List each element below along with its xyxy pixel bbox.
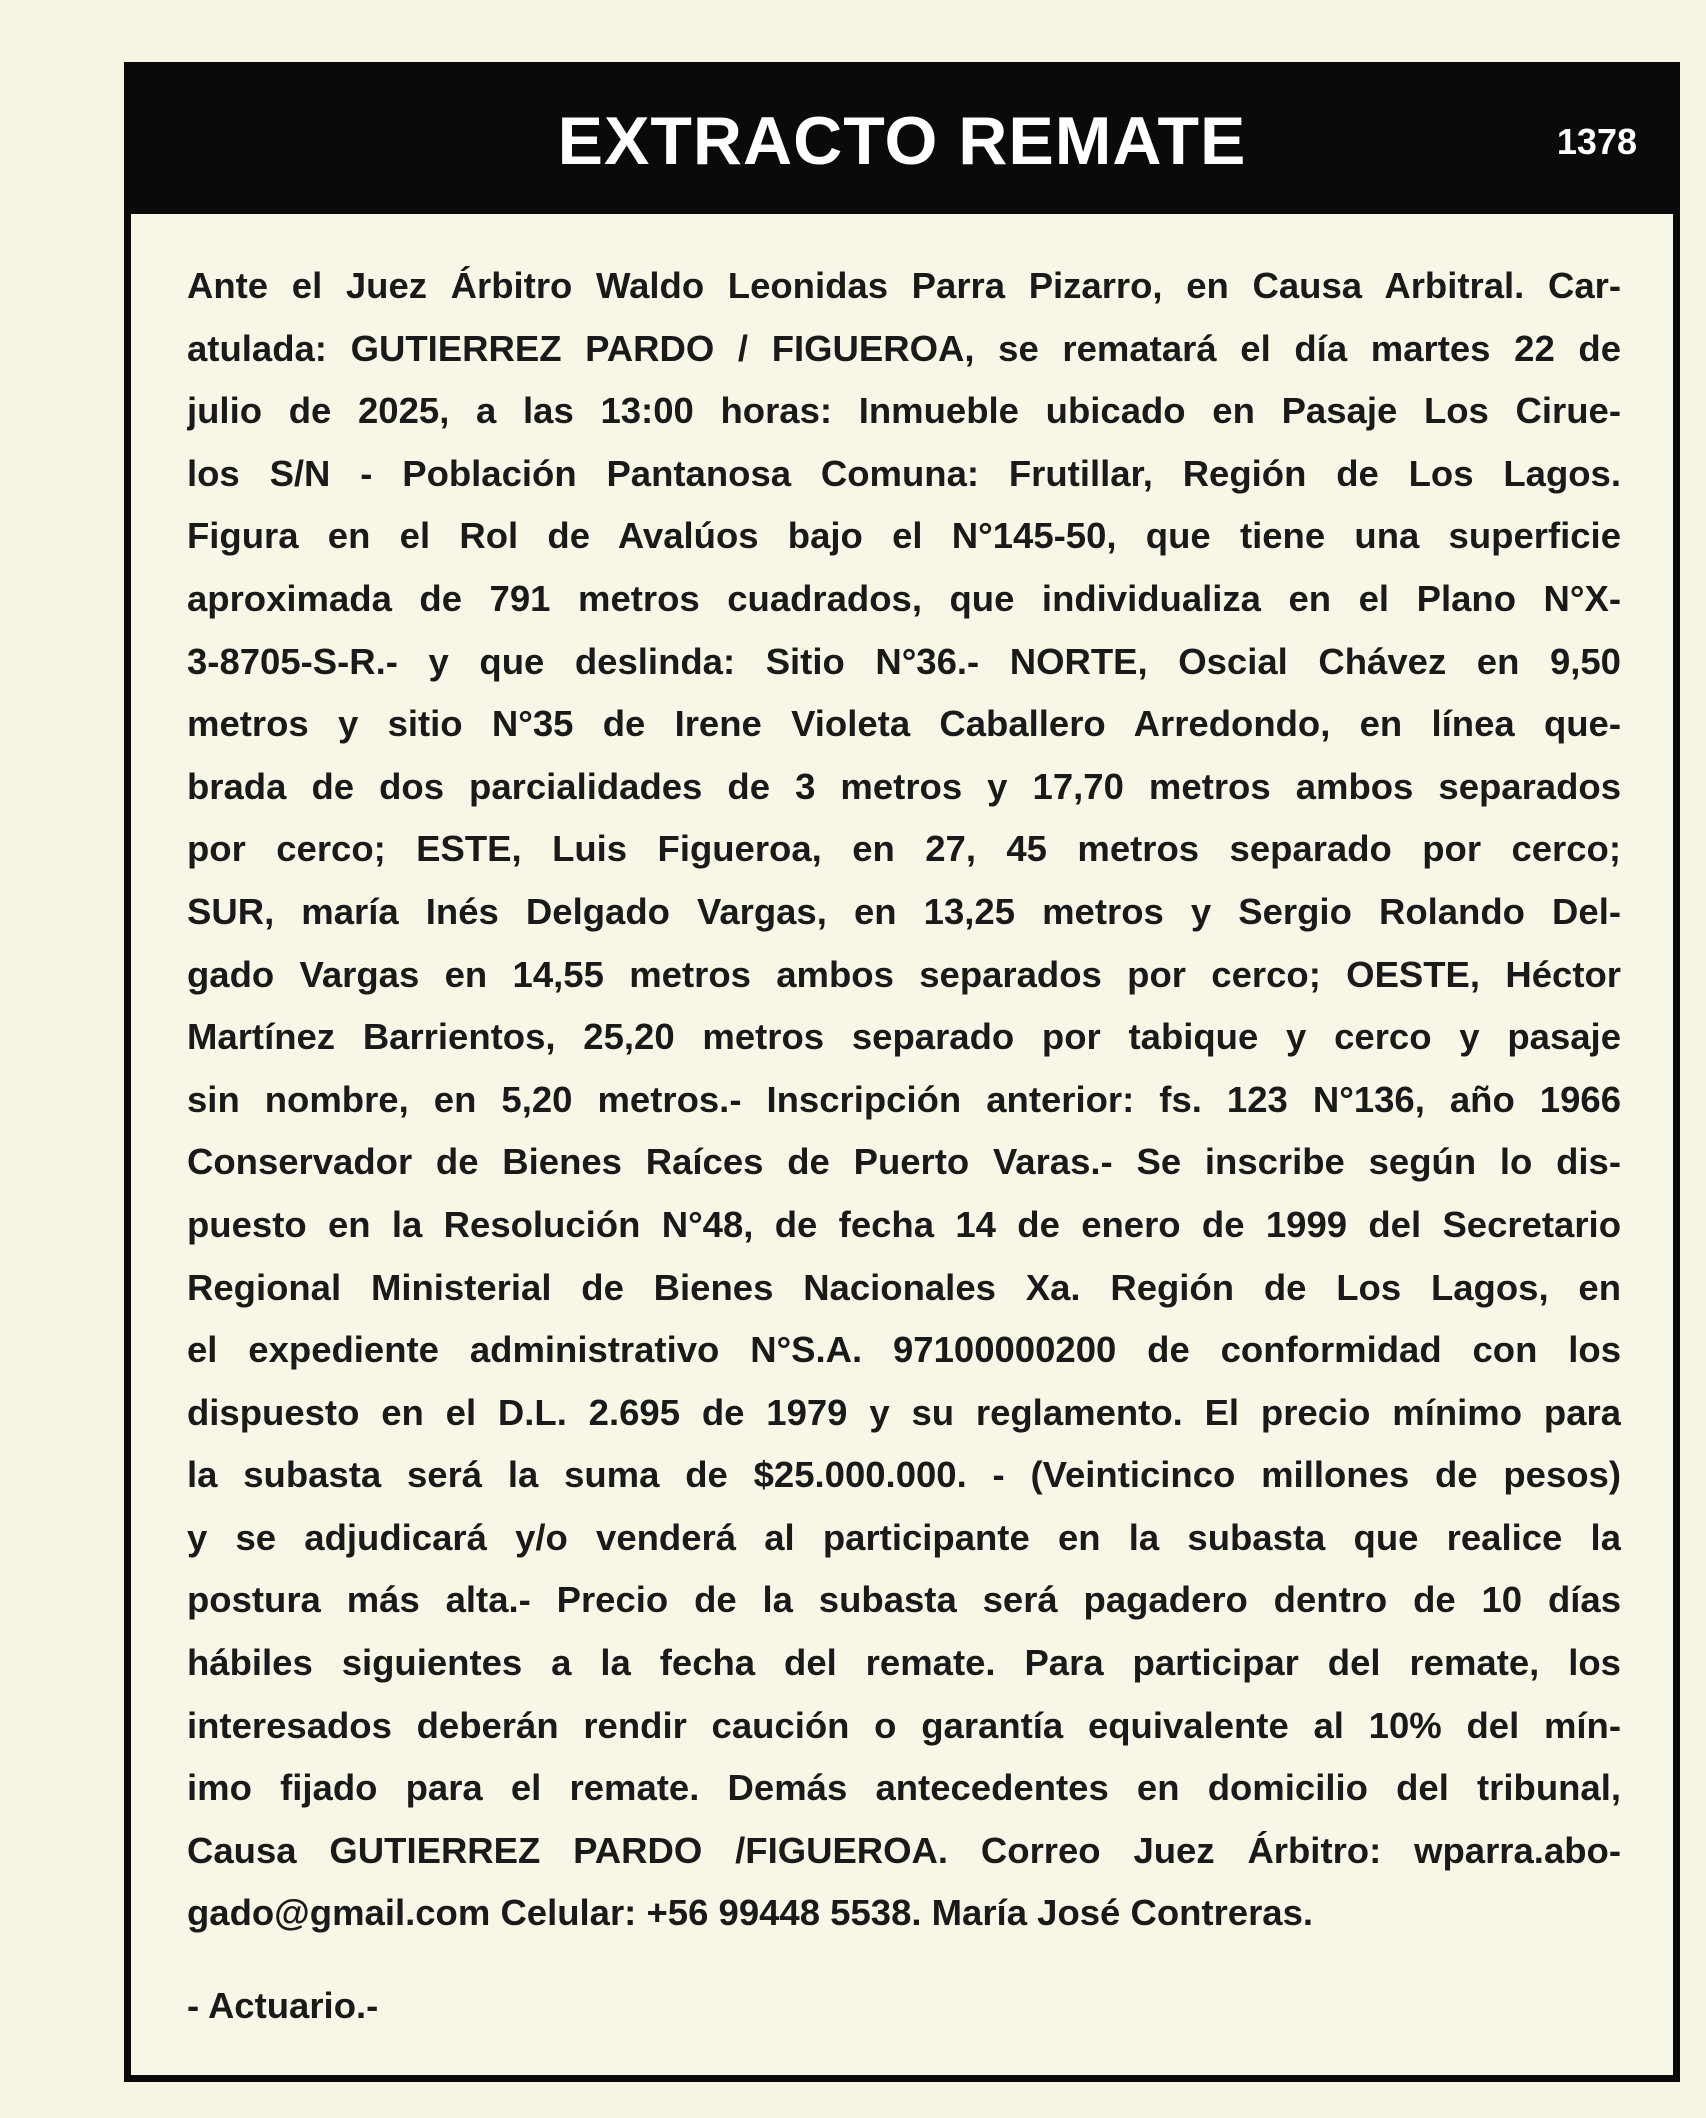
body-line: aproximada de 791 metros cuadrados, que individualiza en el Plano N°X- [187, 577, 1621, 619]
body-line: 3-8705-S-R.- y que deslinda: Sitio N°36.- NORTE, Oscial Chávez en 9,50 [187, 640, 1621, 682]
body-line: Figura en el Rol de Avalúos bajo el N°145-50, que tiene una superficie [187, 515, 1621, 557]
body-line: los S/N - Población Pantanosa Comuna: Frutillar, Región de Los Lagos. [187, 452, 1621, 494]
notice-header [131, 69, 1673, 214]
body-line: julio de 2025, a las 13:00 horas: Inmueble ubicado en Pasaje Los Ciruе- [187, 390, 1621, 432]
body-line: y se adjudicará y/o venderá al participante en la subasta que realice la [187, 1516, 1621, 1558]
body-line: Causa GUTIERREZ PARDO /FIGUEROA. Correo Juez Árbitro: wparra.abo- [187, 1829, 1621, 1871]
body-line: la subasta será la suma de $25.000.000. - (Veinticinco millones de pesos) [187, 1454, 1621, 1496]
body-line: brada de dos parcialidades de 3 metros y 17,70 metros ambos separados [187, 765, 1621, 807]
body-line: Conservador de Bienes Raíces de Puerto Varas.- Se inscribe según lo dis- [187, 1141, 1621, 1183]
body-line: postura más alta.- Precio de la subasta será pagadero dentro de 10 días [187, 1579, 1621, 1621]
notice-box [124, 62, 1680, 2082]
body-line: SUR, maría Inés Delgado Vargas, en 13,25 metros y Sergio Rolando Del- [187, 890, 1621, 932]
body-line: Regional Ministerial de Bienes Nacionales Xa. Región de Los Lagos, en [187, 1266, 1621, 1308]
body-line: el expediente administrativo N°S.A. 97100000200 de conformidad con los [187, 1329, 1621, 1371]
body-line: gado@gmail.com Celular: +56 99448 5538. María José Contreras. [187, 1892, 1314, 1934]
body-line: sin nombre, en 5,20 metros.- Inscripción anterior: fs. 123 N°136, año 1966 [187, 1078, 1621, 1120]
signature-line: - Actuario.- [187, 1985, 379, 2026]
notice-title: EXTRACTO REMATE [557, 103, 1247, 179]
body-line: dispuesto en el D.L. 2.695 de 1979 y su reglamento. El precio mínimo para [187, 1391, 1621, 1433]
body-line: imo fijado para el remate. Demás antecedentes en domicilio del tribunal, [187, 1767, 1621, 1809]
body-line: metros y sitio N°35 de Irene Violeta Caballero Arredondo, en línea que- [187, 703, 1621, 745]
body-line: gado Vargas en 14,55 metros ambos separados por cerco; OESTE, Héctor [187, 953, 1621, 995]
body-line: por cerco; ESTE, Luis Figueroa, en 27, 45 metros separado por cerco; [187, 828, 1621, 870]
body-line: hábiles siguientes a la fecha del remate. Para participar del remate, los [187, 1642, 1621, 1684]
body-line: interesados deberán rendir caución o garantía equivalente al 10% del mín- [187, 1704, 1621, 1746]
notice-body [187, 255, 1621, 1945]
body-line: Ante el Juez Árbitro Waldo Leonidas Parra Pizarro, en Causa Arbitral. Car- [187, 265, 1621, 306]
body-line: Martínez Barrientos, 25,20 metros separado por tabique y cerco y pasaje [187, 1016, 1621, 1058]
body-line: atulada: GUTIERREZ PARDO / FIGUEROA, se rematará el día martes 22 de [187, 327, 1621, 369]
body-line: puesto en la Resolución N°48, de fecha 14 de enero de 1999 del Secretario [187, 1203, 1621, 1245]
notice-code: 1378 [1556, 121, 1637, 162]
